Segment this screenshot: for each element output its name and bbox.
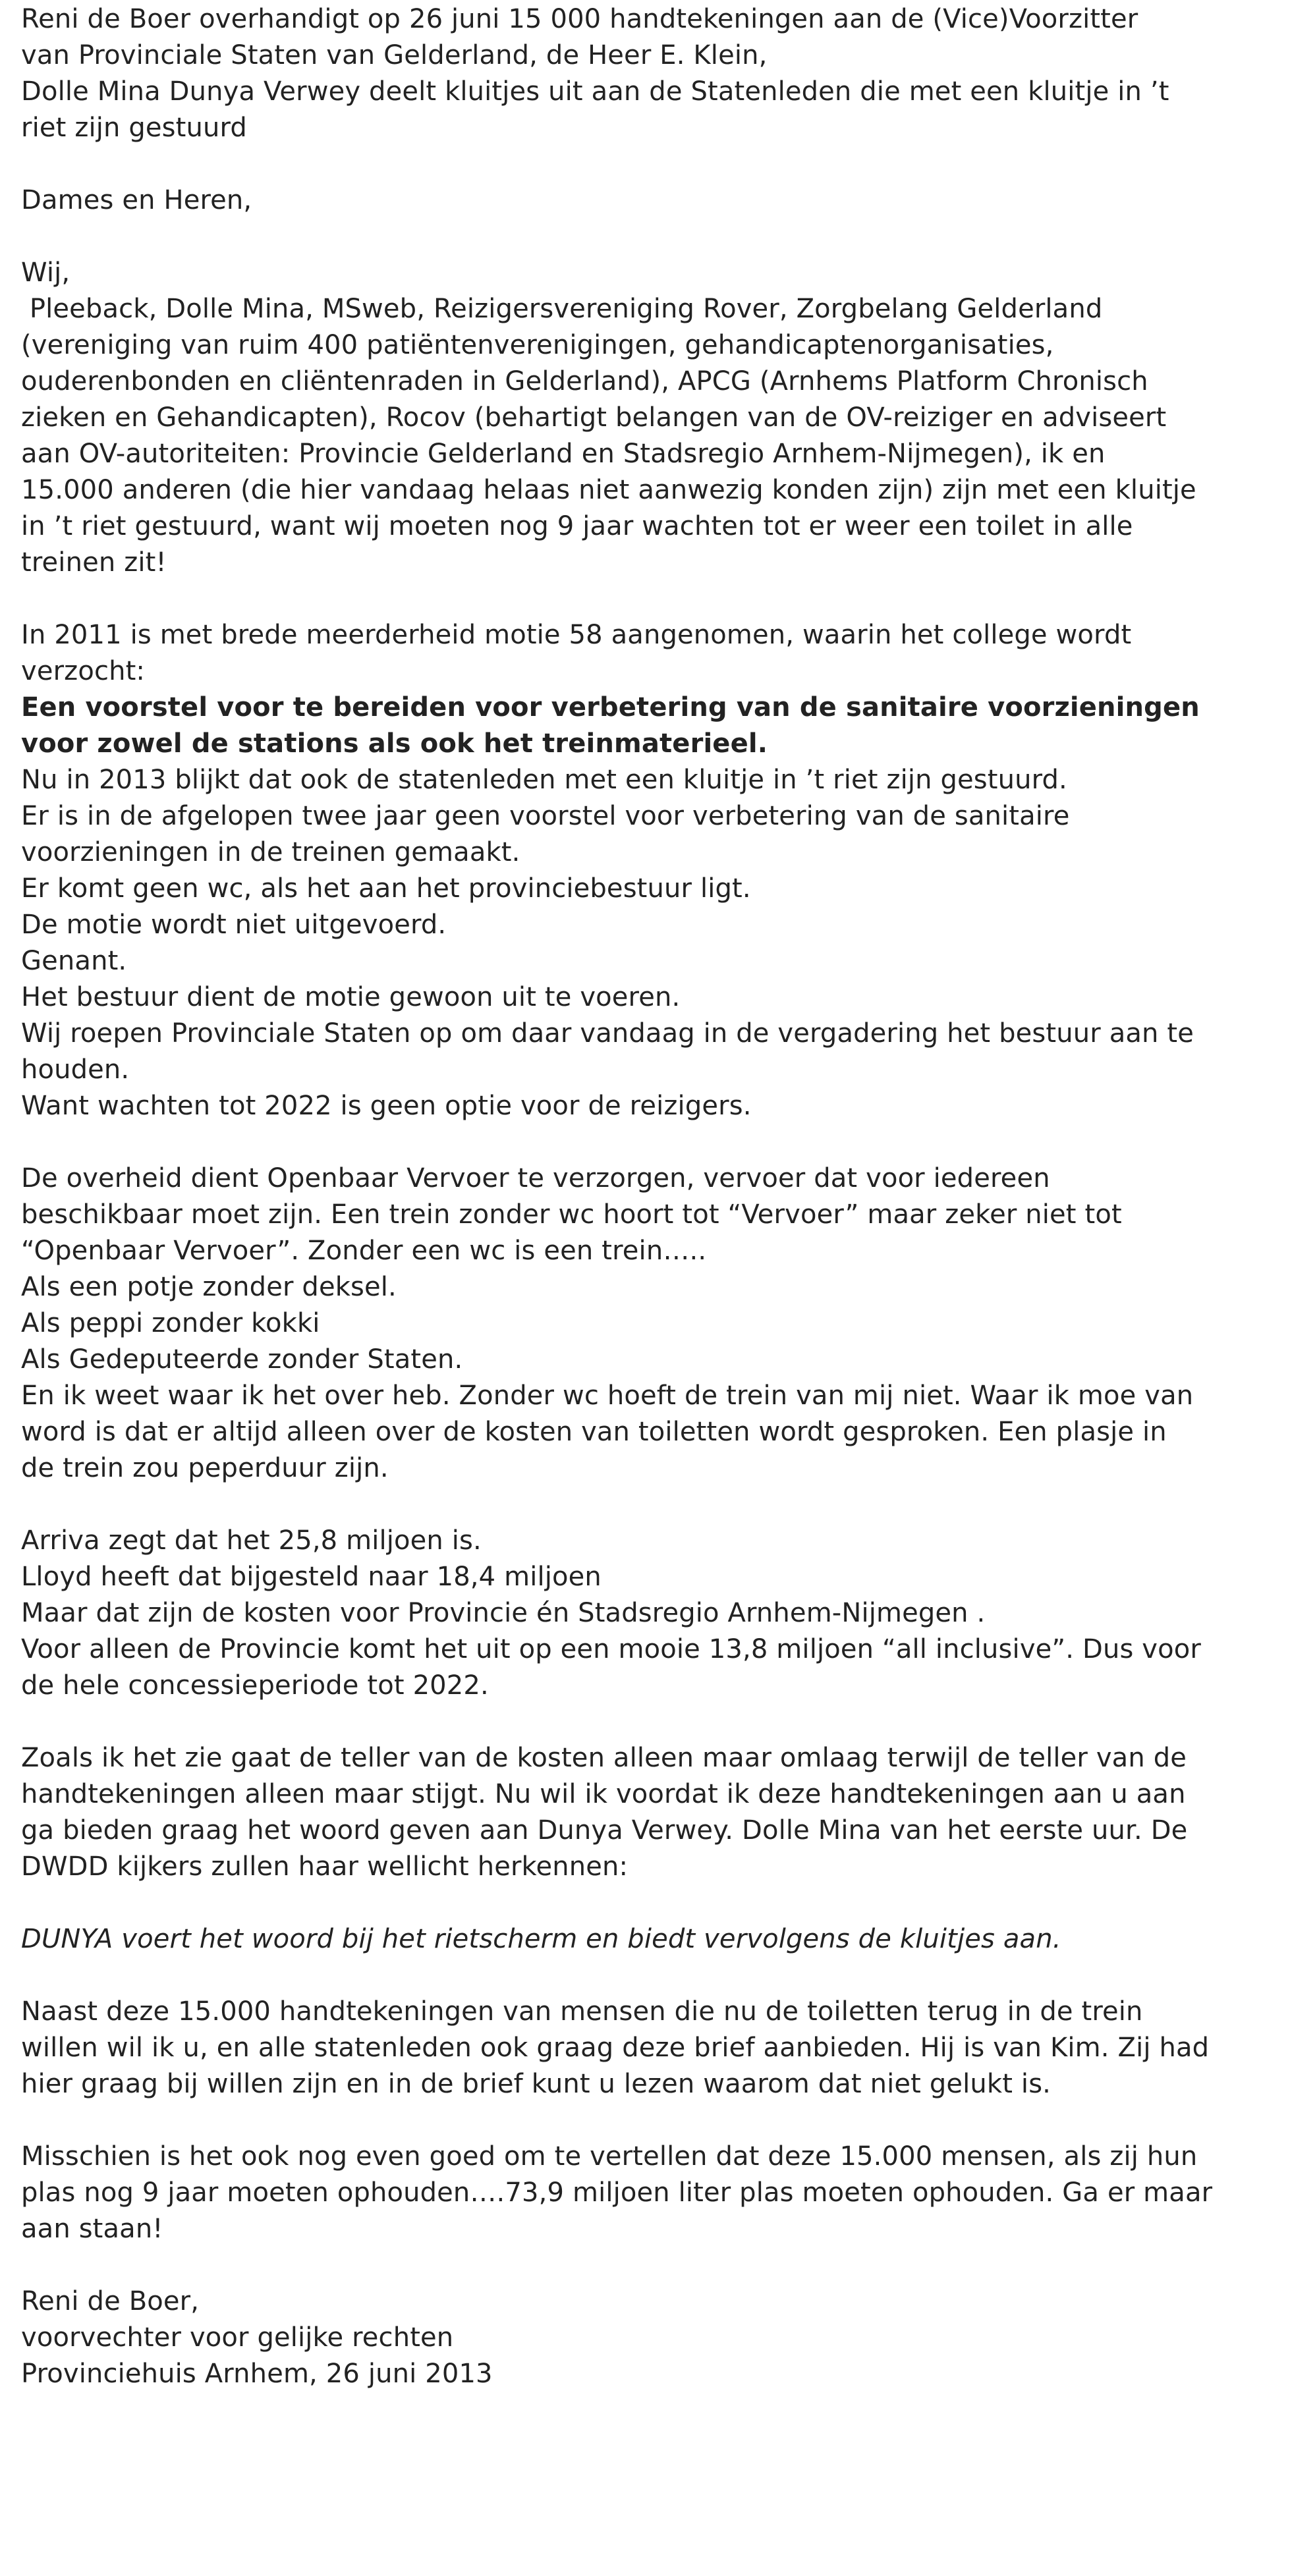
text-line: in ’t riet gestuurd, want wij moeten nog 9 jaar wachten tot er weer een toilet in alle	[21, 511, 1133, 541]
text-line: Wij,	[21, 258, 70, 288]
text-line: Maar dat zijn de kosten voor Provincie én Stadsregio Arnhem-Nijmegen .	[21, 1598, 986, 1628]
text-line: “Openbaar Vervoer”. Zonder een wc is een trein…..	[21, 1236, 707, 1266]
paragraph-gap	[21, 1704, 1264, 1740]
text-line: Genant.	[21, 946, 127, 976]
paragraph-gap	[21, 146, 1264, 182]
text-line: Want wachten tot 2022 is geen optie voor de reizigers.	[21, 1091, 752, 1121]
body-paragraph	[21, 1740, 1264, 1885]
paragraph-gap	[21, 1958, 1264, 1994]
text-line: Voor alleen de Provincie komt het uit op een mooie 13,8 miljoen “all inclusive”. Dus voor	[21, 1634, 1201, 1664]
text-line: Er is in de afgelopen twee jaar geen voorstel voor verbetering van de sanitaire	[21, 801, 1070, 831]
text-line: aan staan!	[21, 2214, 163, 2244]
text-line: word is dat er altijd alleen over de kosten van toiletten wordt gesproken. Een plasje in	[21, 1417, 1167, 1447]
paragraph-gap	[21, 1487, 1264, 1523]
text-line: Zoals ik het zie gaat de teller van de kosten alleen maar omlaag terwijl de teller van de	[21, 1743, 1187, 1773]
signature-name: Reni de Boer,	[21, 2286, 200, 2316]
paragraph-gap	[21, 2247, 1264, 2284]
text-line: voor zowel de stations als ook het treinmaterieel.	[21, 728, 768, 759]
text-line: En ik weet waar ik het over heb. Zonder wc hoeft de trein van mij niet. Waar ik moe van	[21, 1381, 1194, 1411]
body-paragraph	[21, 1994, 1264, 2102]
text-line: Pleeback, Dolle Mina, MSweb, Reizigersvereniging Rover, Zorgbelang Gelderland	[21, 294, 1103, 324]
text-line: beschikbaar moet zijn. Een trein zonder wc hoort tot “Vervoer” maar zeker niet tot	[21, 1199, 1122, 1230]
text-line: treinen zit!	[21, 547, 167, 578]
text-line: Reni de Boer overhandigt op 26 juni 15 000 handtekeningen aan de (Vice)Voorzitter	[21, 4, 1138, 34]
paragraph-gap	[21, 1124, 1264, 1161]
body-paragraph	[21, 255, 1264, 581]
paragraph-gap	[21, 1885, 1264, 1921]
signature-block	[21, 2284, 1264, 2392]
body-paragraph	[21, 1161, 1264, 1487]
text-line: voorzieningen in de treinen gemaakt.	[21, 837, 520, 867]
text-line: Dolle Mina Dunya Verwey deelt kluitjes uit aan de Statenleden die met een kluitje in ’t	[21, 76, 1169, 107]
text-line: Arriva zegt dat het 25,8 miljoen is.	[21, 1525, 482, 1556]
text-line: DUNYA voert het woord bij het rietscherm en biedt vervolgens de kluitjes aan.	[21, 1924, 1061, 1954]
body-paragraph	[21, 2139, 1264, 2247]
text-line: DWDD kijkers zullen haar wellicht herkennen:	[21, 1851, 629, 1882]
text-line: In 2011 is met brede meerderheid motie 58 aangenomen, waarin het college wordt	[21, 620, 1132, 650]
text-line: aan OV-autoriteiten: Provincie Gelderland en Stadsregio Arnhem-Nijmegen), ik en	[21, 439, 1106, 469]
text-line: zieken en Gehandicapten), Rocov (behartigt belangen van de OV-reiziger en adviseert	[21, 402, 1167, 433]
text-line: de hele concessieperiode tot 2022.	[21, 1670, 489, 1701]
text-line: Lloyd heeft dat bijgesteld naar 18,4 miljoen	[21, 1562, 602, 1592]
text-line: Het bestuur dient de motie gewoon uit te voeren.	[21, 982, 681, 1012]
body-paragraph	[21, 1523, 1264, 1704]
text-line: van Provinciale Staten van Gelderland, de Heer E. Klein,	[21, 40, 768, 70]
signature-title: voorvechter voor gelijke rechten	[21, 2322, 454, 2353]
text-line: plas nog 9 jaar moeten ophouden….73,9 miljoen liter plas moeten ophouden. Ga er maar	[21, 2178, 1213, 2208]
text-line: De overheid dient Openbaar Vervoer te verzorgen, vervoer dat voor iedereen	[21, 1163, 1050, 1193]
text-line: de trein zou peperduur zijn.	[21, 1453, 389, 1483]
text-line: riet zijn gestuurd	[21, 113, 247, 143]
text-line: Dames en Heren,	[21, 185, 252, 215]
text-line: houden.	[21, 1055, 130, 1085]
text-line: Misschien is het ook nog even goed om te vertellen dat deze 15.000 mensen, als zij hun	[21, 2141, 1198, 2172]
text-line: hier graag bij willen zijn en in de brief kunt u lezen waarom dat niet gelukt is.	[21, 2069, 1052, 2099]
text-line: Als een potje zonder deksel.	[21, 1272, 397, 1302]
motion-quote	[21, 690, 1264, 762]
body-paragraph	[21, 617, 1264, 690]
salutation	[21, 182, 1264, 219]
text-line: Een voorstel voor te bereiden voor verbetering van de sanitaire voorzieningen	[21, 692, 1200, 723]
intro-paragraph	[21, 0, 1264, 146]
paragraph-gap	[21, 219, 1264, 255]
text-line: verzocht:	[21, 656, 146, 686]
text-line: ouderenbonden en cliëntenraden in Gelderland), APCG (Arnhems Platform Chronisch	[21, 366, 1148, 397]
text-line: Wij roepen Provinciale Staten op om daar vandaag in de vergadering het bestuur aan te	[21, 1018, 1194, 1049]
text-line: Als Gedeputeerde zonder Staten.	[21, 1344, 463, 1375]
text-line: Als peppi zonder kokki	[21, 1308, 320, 1338]
text-line: ga bieden graag het woord geven aan Dunya Verwey. Dolle Mina van het eerste uur. De	[21, 1815, 1188, 1846]
text-line: 15.000 anderen (die hier vandaag helaas niet aanwezig konden zijn) zijn met een kluitje	[21, 475, 1196, 505]
paragraph-gap	[21, 581, 1264, 617]
text-line: (vereniging van ruim 400 patiëntenverenigingen, gehandicaptenorganisaties,	[21, 330, 1054, 360]
text-line: handtekeningen alleen maar stijgt. Nu wil ik voordat ik deze handtekeningen aan u aan	[21, 1779, 1186, 1809]
signature-place-date: Provinciehuis Arnhem, 26 juni 2013	[21, 2359, 493, 2389]
text-line: Nu in 2013 blijkt dat ook de statenleden met een kluitje in ’t riet zijn gestuurd.	[21, 765, 1067, 795]
text-line: willen wil ik u, en alle statenleden ook graag deze brief aanbieden. Hij is van Kim. Zij had	[21, 2033, 1210, 2063]
text-line: De motie wordt niet uitgevoerd.	[21, 910, 447, 940]
stage-direction	[21, 1921, 1264, 1958]
text-line: Er komt geen wc, als het aan het provinciebestuur ligt.	[21, 873, 751, 904]
paragraph-gap	[21, 2102, 1264, 2139]
body-paragraph	[21, 762, 1264, 1124]
text-line: Naast deze 15.000 handtekeningen van mensen die nu de toiletten terug in de trein	[21, 1996, 1143, 2027]
